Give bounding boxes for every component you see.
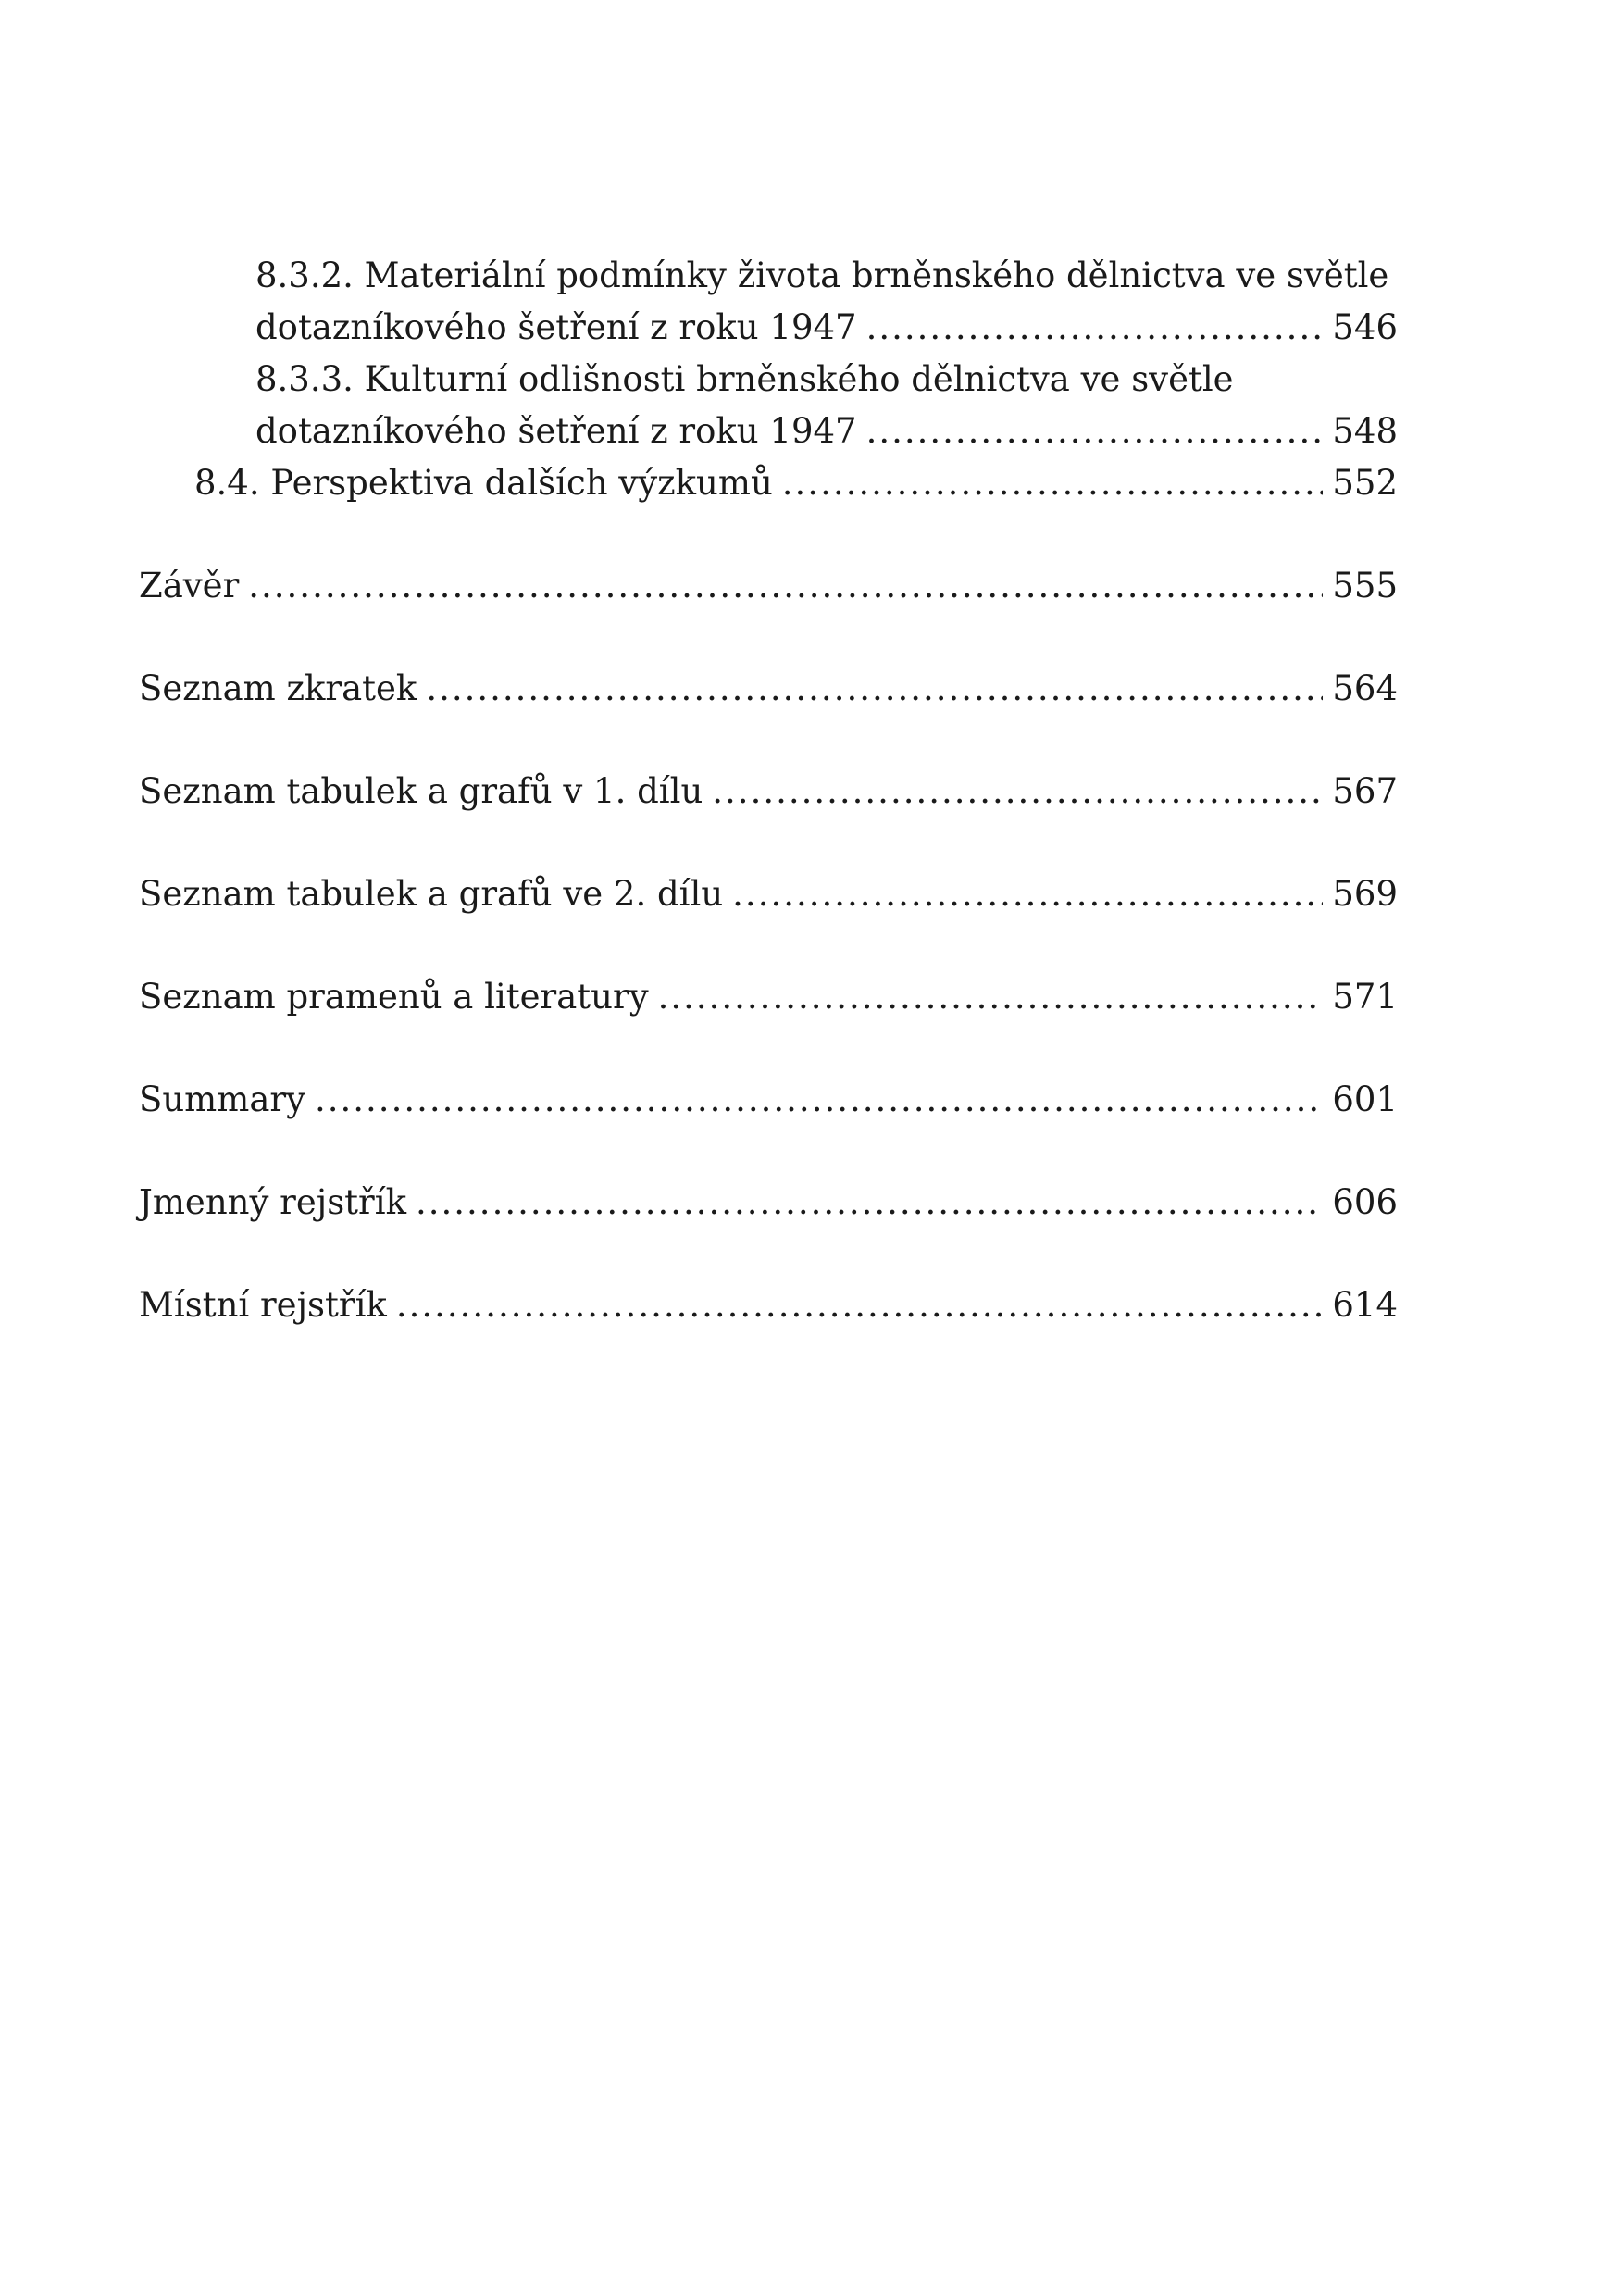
toc-entry-title: Místní rejstřík [139,1285,387,1325]
leader-dots [426,663,1323,715]
toc-entry-title-line1: 8.3.2. Materiální podmínky života brněnského dělnictva ve světle [255,256,1389,295]
toc-entry-title: Summary [139,1079,305,1119]
toc-entry-jmenny-rejstrik [139,1177,1398,1229]
leader-dots [315,1074,1323,1126]
leader-dots [732,868,1323,920]
toc-entry-row [255,406,1398,457]
leader-dots [248,560,1323,612]
toc-entry-seznam-tabulek-1 [139,766,1398,817]
toc-entry-8-3-3 [139,354,1398,457]
toc-entry-zaver [139,560,1398,612]
leader-dots [782,457,1324,509]
toc-page-number: 606 [1332,1182,1398,1222]
toc-page-number: 614 [1332,1285,1398,1325]
toc-page-number: 552 [1332,463,1398,503]
toc-entry-summary [139,1074,1398,1126]
toc-entry-title-line1: 8.3.3. Kulturní odlišnosti brněnského dělnictva ve světle [255,359,1234,399]
toc-entry-title: 8.4. Perspektiva dalších výzkumů [194,463,773,503]
toc-page-number: 569 [1332,874,1398,914]
toc-entry-title: Seznam tabulek a grafů v 1. dílu [139,771,703,811]
toc-entry-seznam-tabulek-2 [139,868,1398,920]
toc-entry-title: Jmenný rejstřík [139,1182,406,1222]
toc-entry-title: Závěr [139,566,240,605]
toc-page-number: 567 [1332,771,1398,811]
toc-entry-row [139,971,1398,1023]
toc-entry-row [139,868,1398,920]
leader-dots [712,766,1323,817]
toc-entry-title: Seznam tabulek a grafů ve 2. dílu [139,874,724,914]
toc-page-number: 548 [1332,411,1398,451]
toc-page-number: 571 [1332,977,1398,1017]
toc-entry-title: Seznam zkratek [139,668,417,708]
toc-entry-row [139,1074,1398,1126]
toc-entry-row [139,766,1398,817]
leader-dots [416,1177,1323,1229]
toc-entry-8-4 [139,457,1398,509]
toc-entry-title-line2: dotazníkového šetření z roku 1947 [255,307,857,347]
toc-page-number: 564 [1332,668,1398,708]
table-of-contents [139,250,1398,1331]
toc-entry-mistni-rejstrik [139,1279,1398,1331]
toc-entry-8-3-2 [139,250,1398,354]
toc-entry-seznam-pramenu [139,971,1398,1023]
toc-entry-row [255,302,1398,354]
leader-dots [396,1279,1324,1331]
leader-dots [658,971,1324,1023]
toc-entry-row [139,560,1398,612]
leader-dots [866,302,1324,354]
toc-page-number: 555 [1332,566,1398,605]
toc-page-number: 546 [1332,307,1398,347]
toc-entry-row [139,1177,1398,1229]
toc-entry-seznam-zkratek [139,663,1398,715]
toc-entry-title-line2: dotazníkového šetření z roku 1947 [255,411,857,451]
toc-entry-row [194,457,1398,509]
toc-entry-row [139,663,1398,715]
toc-entry-title: Seznam pramenů a literatury [139,977,649,1017]
toc-entry-row [139,1279,1398,1331]
leader-dots [866,406,1324,457]
toc-page-number: 601 [1332,1079,1398,1119]
